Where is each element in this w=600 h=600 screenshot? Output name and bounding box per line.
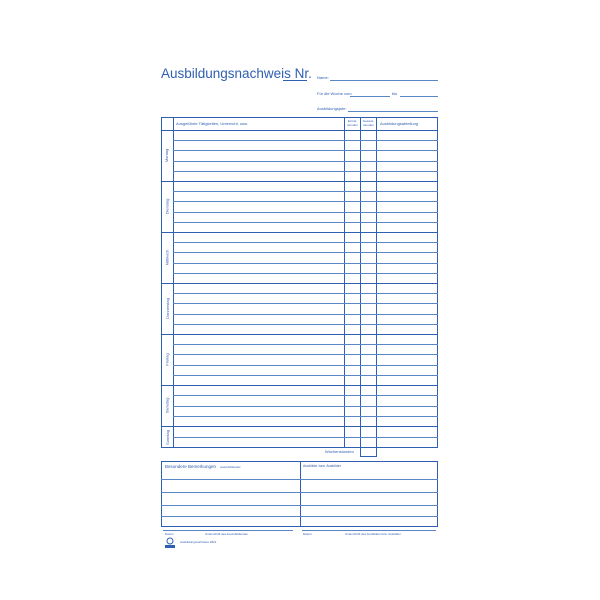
number-field-line[interactable] [283,80,307,81]
activities-header: Ausgeführte Tätigkeiten, Unterricht, usw. [176,121,248,126]
week-to-field[interactable] [400,96,438,97]
table-row-line[interactable] [173,263,438,264]
product-number: Ausbildungsnachweis 2821 [180,540,217,544]
remarks-line[interactable] [300,492,438,493]
remarks-label: Besondere Bemerkungen [165,464,217,469]
week-hours-label: Wochenstunden [325,449,354,454]
bis-label: bis [392,91,398,96]
table-row-line[interactable] [173,395,438,396]
table-row-line[interactable] [173,416,438,417]
table-row-line[interactable] [173,161,438,162]
remarks-sub-label: Auszubildender [220,465,241,469]
department-header: Ausbildungsabteilung [380,121,419,126]
remarks-line[interactable] [161,505,300,506]
table-row-line[interactable] [173,171,438,172]
date-label-right: Datum [303,532,312,536]
week-total-cell-bottom [360,456,377,457]
table-row-line[interactable] [173,150,438,151]
table-header-divider [161,130,438,131]
day-sunday: Sonntag [164,429,170,445]
table-row-line[interactable] [173,437,438,438]
avery-zweckform-logo-icon [164,537,176,549]
table-row-line[interactable] [173,314,438,315]
day-separator [161,426,438,427]
table-row-line[interactable] [173,273,438,274]
remarks-line[interactable] [161,492,300,493]
form-title: Ausbildungsnachweis Nr. [161,66,312,81]
day-monday: Montag [164,148,170,162]
table-row-line[interactable] [173,201,438,202]
week-label: Für die Woche vom [317,91,352,96]
signature-line-right[interactable] [302,530,436,531]
table-row-line[interactable] [173,191,438,192]
table-row-line[interactable] [173,303,438,304]
table-row-line[interactable] [173,324,438,325]
day-separator [161,385,438,386]
remarks-line[interactable] [300,516,438,517]
table-row-line[interactable] [173,354,438,355]
day-separator [161,232,438,233]
remarks-line[interactable] [161,479,300,480]
instructor-label: Ausbilder bzw. Ausbilder [303,464,341,468]
single-hours-header: Einzel-stunden [347,119,358,127]
day-friday: Freitag [164,352,170,366]
signature-line-left[interactable] [163,530,293,531]
table-row-line[interactable] [173,344,438,345]
year-field[interactable] [348,111,438,112]
remarks-divider [300,461,301,527]
name-label: Name: [317,75,329,80]
total-hours-header: Gesamt-stunden [362,119,375,127]
day-separator [161,334,438,335]
table-row-line[interactable] [173,293,438,294]
table-row-line[interactable] [173,365,438,366]
table-row-line[interactable] [173,222,438,223]
remarks-line[interactable] [300,505,438,506]
signature-label-left: Unterschrift des Auszubildenden [205,532,249,536]
day-wednesday: Mittwoch [164,249,170,266]
year-label: Ausbildungsjahr: [317,106,347,111]
week-from-field[interactable] [350,96,390,97]
day-separator [161,283,438,284]
name-field[interactable] [330,80,438,81]
table-row-line[interactable] [173,212,438,213]
table-row-line[interactable] [173,140,438,141]
table-row-line[interactable] [173,252,438,253]
table-row-line[interactable] [173,242,438,243]
day-thursday: Donnerstag [164,298,170,319]
date-label-left: Datum [165,532,174,536]
table-row-line[interactable] [173,406,438,407]
day-separator [161,181,438,182]
remarks-line[interactable] [300,479,438,480]
remarks-line[interactable] [161,516,300,517]
table-row-line[interactable] [173,375,438,376]
signature-label-right: Unterschrift des Ausbilders bzw. Ausbilder [345,532,401,536]
day-saturday: Samstag [164,397,170,413]
day-tuesday: Dienstag [164,198,170,214]
